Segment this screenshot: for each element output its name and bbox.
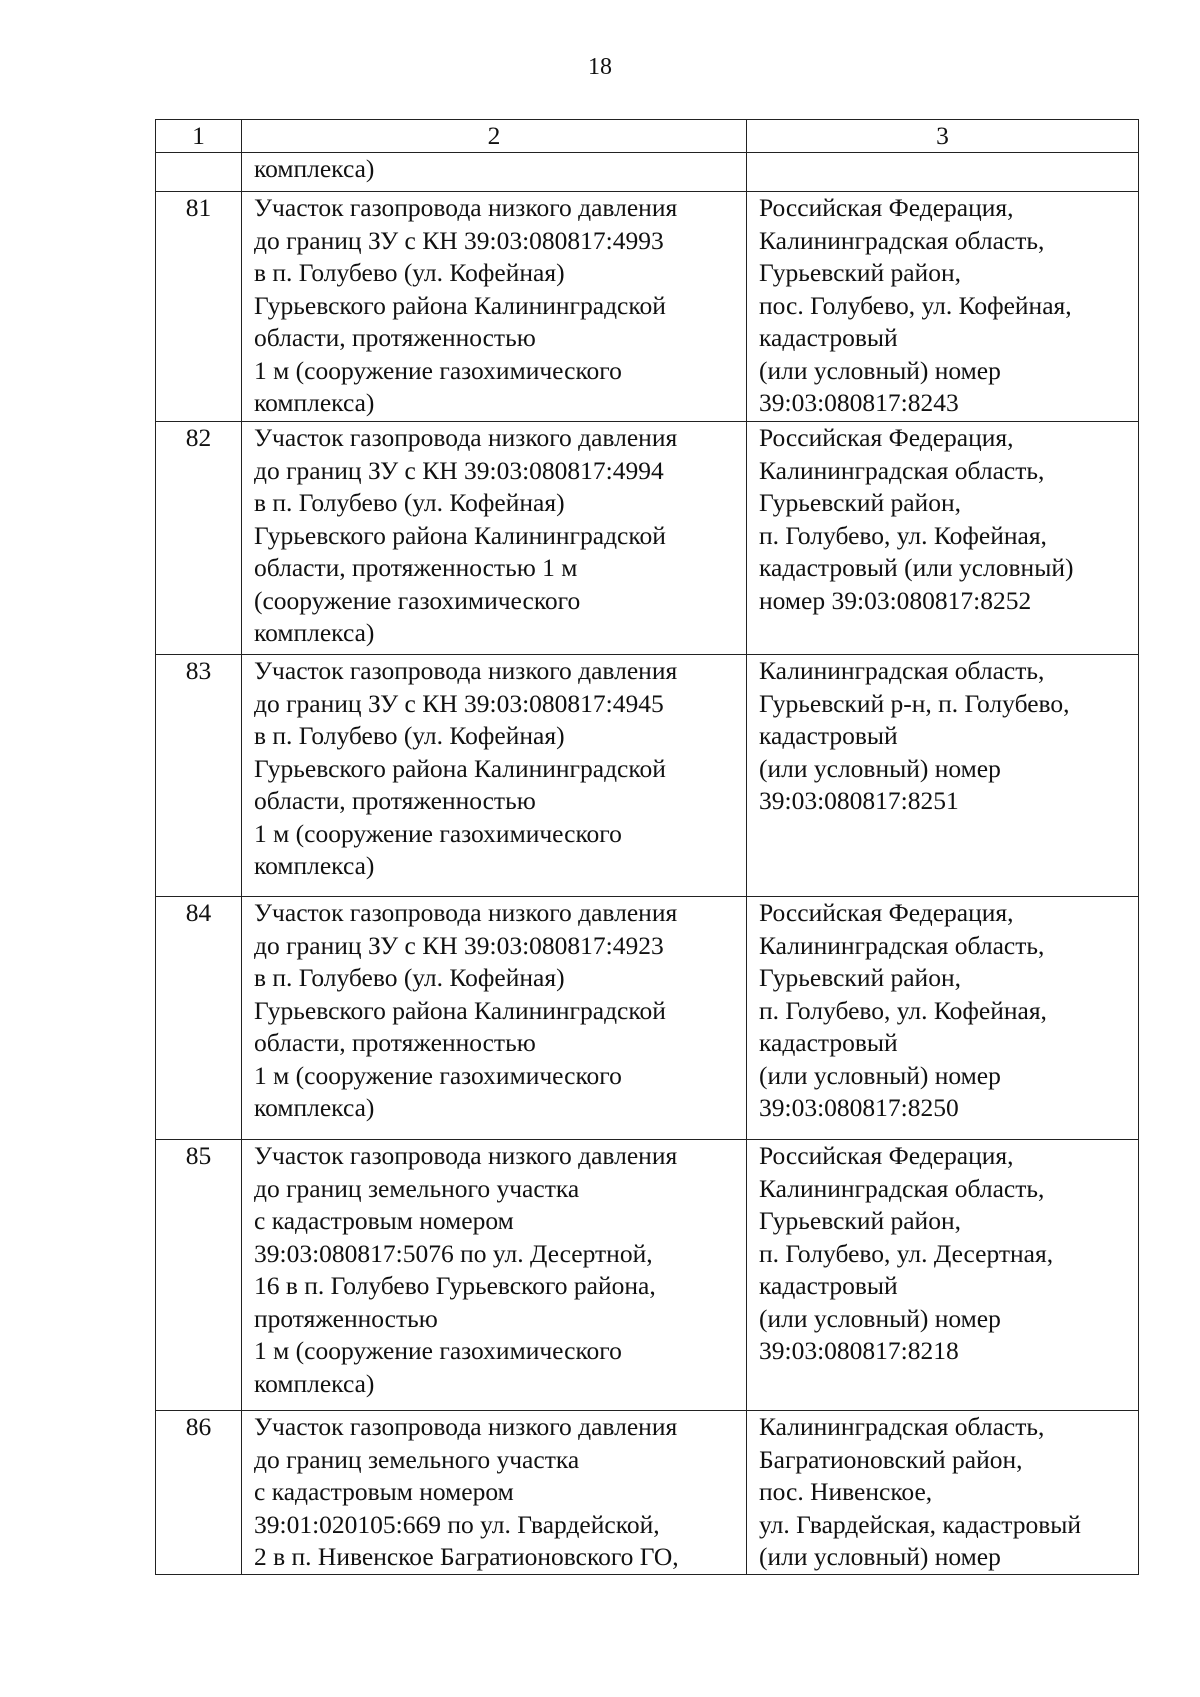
table-row: [156, 422, 1139, 655]
table-row: [156, 1411, 1139, 1575]
column-number-3: 3: [747, 120, 1139, 153]
object-cell: Участок газопровода низкого давления до границ ЗУ с КН 39:03:080817:4945 в п. Голубево (ул. Кофейная) Гурьевского района Калининградской области, протяженностью 1 м (сооружение газохимического комплекса): [242, 655, 747, 897]
column-number-2: 2: [242, 120, 747, 153]
object-cell: Участок газопровода низкого давления до границ ЗУ с КН 39:03:080817:4994 в п. Голубево (ул. Кофейная) Гурьевского района Калининградской области, протяженностью 1 м (сооружение газохимического комплекса): [242, 422, 747, 655]
row-number-cell: 81: [156, 192, 242, 422]
objects-table: [155, 119, 1139, 1575]
object-cell: Участок газопровода низкого давления до границ земельного участка с кадастровым номером 39:03:080817:5076 по ул. Десертной, 16 в п. Голубево Гурьевского района, протяженностью 1 м (сооружение газохимического комплекса): [242, 1140, 747, 1411]
row-number-cell: 84: [156, 897, 242, 1140]
table-row-continuation: [156, 153, 1139, 192]
address-cell: Российская Федерация, Калининградская область, Гурьевский район, пос. Голубево, ул. Кофейная, кадастровый (или условный) номер 39:03:080817:8243: [747, 192, 1139, 422]
address-cell: Российская Федерация, Калининградская область, Гурьевский район, п. Голубево, ул. Кофейная, кадастровый (или условный) номер 39:03:080817:8252: [747, 422, 1139, 655]
object-cell: Участок газопровода низкого давления до границ земельного участка с кадастровым номером 39:01:020105:669 по ул. Гвардейской, 2 в п. Нивенское Багратионовского ГО,: [242, 1411, 747, 1575]
row-number-cell: 83: [156, 655, 242, 897]
table-row: [156, 192, 1139, 422]
address-cell: [747, 153, 1139, 192]
table-row: [156, 897, 1139, 1140]
row-number-cell: 86: [156, 1411, 242, 1575]
address-cell: Калининградская область, Гурьевский р-н, п. Голубево, кадастровый (или условный) номер 39:03:080817:8251: [747, 655, 1139, 897]
address-cell: Российская Федерация, Калининградская область, Гурьевский район, п. Голубево, ул. Кофейная, кадастровый (или условный) номер 39:03:080817:8250: [747, 897, 1139, 1140]
table-row: [156, 1140, 1139, 1411]
row-number-cell: [156, 153, 242, 192]
object-cell: Участок газопровода низкого давления до границ ЗУ с КН 39:03:080817:4923 в п. Голубево (ул. Кофейная) Гурьевского района Калининградской области, протяженностью 1 м (сооружение газохимического комплекса): [242, 897, 747, 1140]
address-cell: Российская Федерация, Калининградская область, Гурьевский район, п. Голубево, ул. Десертная, кадастровый (или условный) номер 39:03:080817:8218: [747, 1140, 1139, 1411]
page-number: 18: [588, 54, 612, 80]
table-header-row: [156, 120, 1139, 153]
table-row: [156, 655, 1139, 897]
address-cell: Калининградская область, Багратионовский район, пос. Нивенское, ул. Гвардейская, кадастровый (или условный) номер: [747, 1411, 1139, 1575]
column-number-1: 1: [156, 120, 242, 153]
object-cell: комплекса): [242, 153, 747, 192]
row-number-cell: 85: [156, 1140, 242, 1411]
row-number-cell: 82: [156, 422, 242, 655]
object-cell: Участок газопровода низкого давления до границ ЗУ с КН 39:03:080817:4993 в п. Голубево (ул. Кофейная) Гурьевского района Калининградской области, протяженностью 1 м (сооружение газохимического комплекса): [242, 192, 747, 422]
